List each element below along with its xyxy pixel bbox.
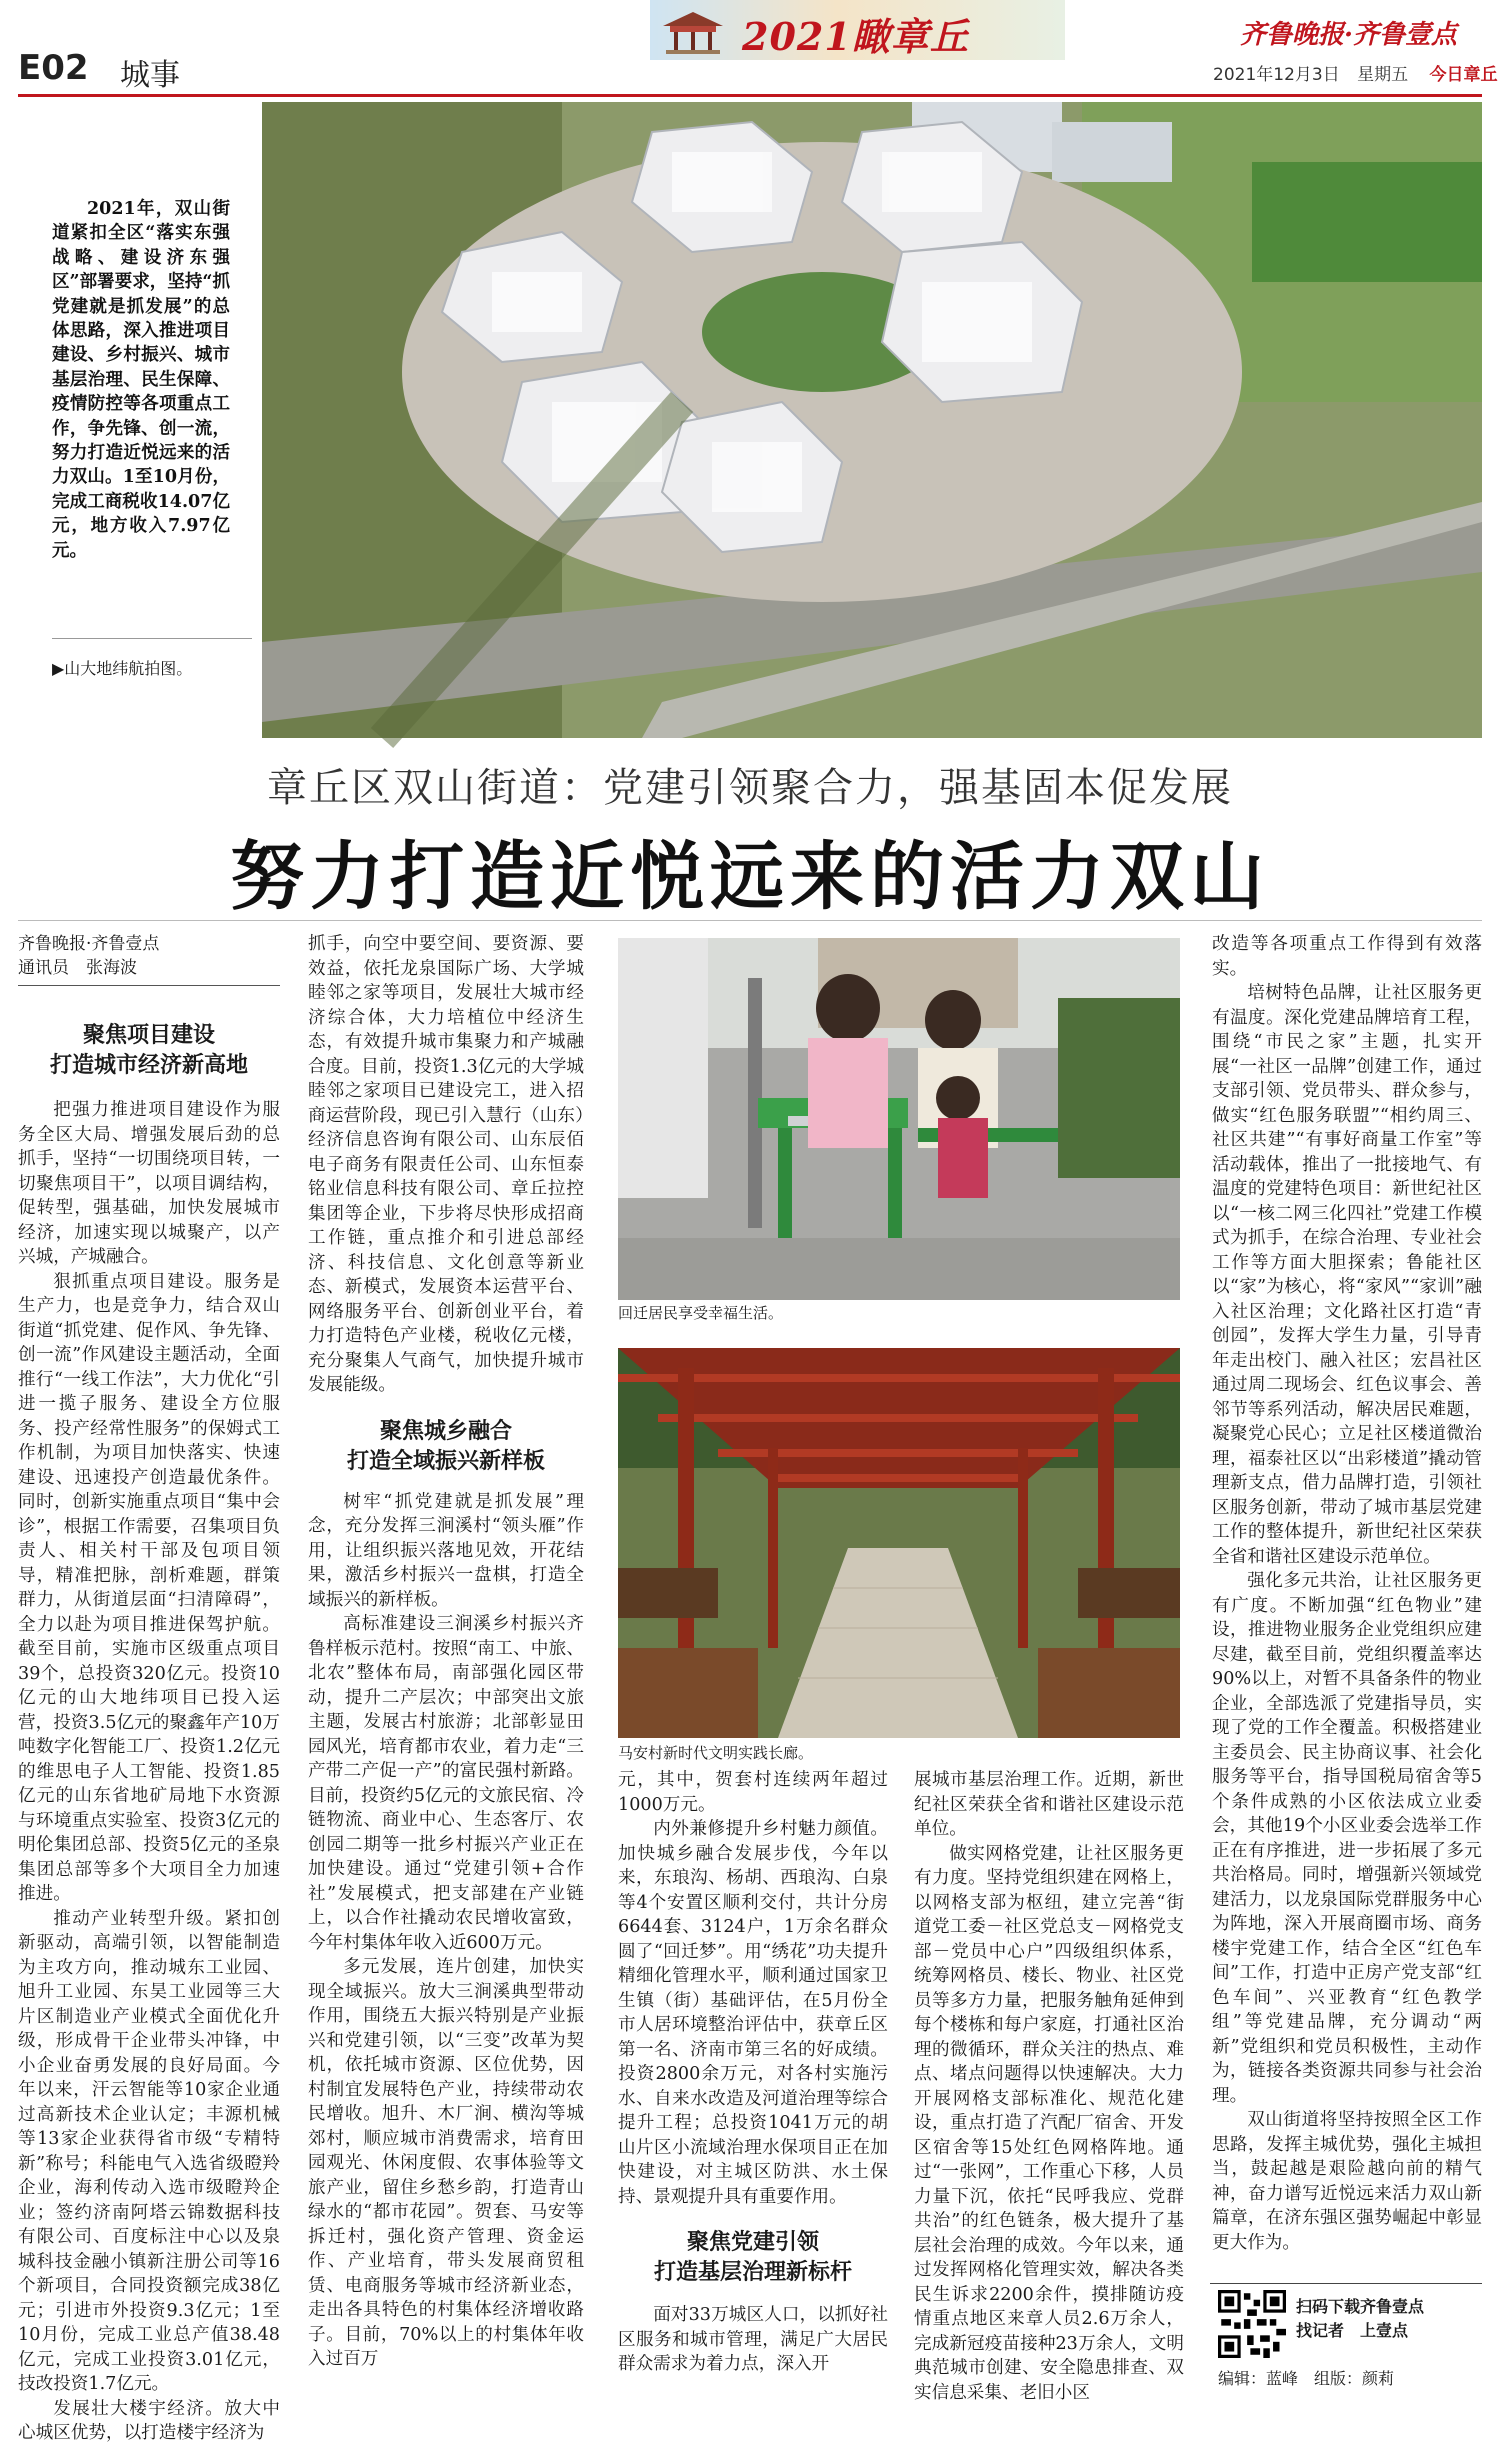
column-2-body-b [308,1490,584,2372]
paragraph: 高标准建设三涧溪乡村振兴齐鲁样板示范村。按照“南工、中旅、北农”整体布局，南部强化园区带动，提升二产层次；中部突出文旅主题，发展古村旅游；北部彰显田园风光，培育都市农业，着力走“三产带二产促一产”的富民强村新路。目前，投资约5亿元的文旅民宿、冷链物流、商业中心、生态客厅、农创园二期等一批乡村振兴产业正在加快建设。通过“党建引领+合作社”发展模式，把支部建在产业链上，以合作社撬动农民增收富致，今年村集体年收入近600万元。 [308,1614,584,1953]
aerial-campus-photo [262,102,1482,738]
photo3-caption: 马安村新时代文明实践长廊。 [618,1744,814,1762]
paragraph: 面对33万城区人口，以抓好社区服务和城市管理，满足广大居民群众需求为着力点，深入开 [618,2305,888,2374]
lead-intro: 2021年，双山街道紧扣全区“落实东强战略、建设济东强区”部署要求，坚持“抓党建就是抓发展”的总体思路，深入推进项目建设、乡村振兴、城市基层治理、民生保障、疫情防控等各项重点工作，争先锋、创一流，努力打造近悦远来的活力双山。1至10月份，完成工商税收14.07亿元，地方收入7.97亿元。 [52,199,230,561]
dateline [1213,60,1498,85]
byline [18,932,280,980]
paragraph: 培树特色品牌，让社区服务更有温度。深化党建品牌培育工程，围绕“市民之家”主题，扎实开展“一社区一品牌”创建工作，通过支部引领、党员带头、群众参与，做实“红色服务联盟”“相约周三、社区共建”“有事好商量工作室”等活动载体，推出了一批接地气、有温度的党建特色项目：新世纪社区以“一核二网三化四社”党建工作模式为抓手，在综合治理、专业社会工作等方面大胆探索；鲁能社区以“家”为核心，将“家风”“家训”融入社区治理；文化路社区打造“青创园”，发挥大学生力量，引导青年走出校门、融入社区；宏昌社区通过周二现场会、红色议事会、善邻节等系列活动，解决居民难题，凝聚党心民心；立足社区楼道微治理，福泰社区以“出彩楼道”撬动管理新支点，借力品牌打造，引领社区服务创新，带动了城市基层党建工作的整体提升，新世纪社区荣获全省和谐社区建设示范单位。 [1212,983,1482,1567]
section-heading-2: 聚焦城乡融合 打造全域振兴新样板 [346,1417,545,1474]
column-2 [308,932,584,2372]
paragraph: 树牢“抓党建就是抓发展”理念，充分发挥三涧溪村“领头雁”作用，让组织振兴落地见效，开花结果，激活乡村振兴一盘棋，打造全域振兴的新样板。 [308,1491,584,1610]
column-4-body [914,1768,1184,2405]
paragraph: 把强力推进项目建设作为服务全区大局、增强发展后劲的总抓手，坚持“一切围绕项目转，一切聚焦项目干”，以项目调结构，促转型，强基础，加快发展城市经济，加速实现以城聚产，以产兴城，产城融合。 [18,1100,280,1267]
column-5-body [1212,932,1482,2255]
caption-rule [52,638,252,639]
page-number: E02 [18,48,89,88]
article-headline: 努力打造近悦远来的活力双山 [230,834,1270,920]
paragraph: 双山街道将坚持按照全区工作思路，发挥主城优势，强化主城担当，鼓起越是艰险越向前的精气神，奋力谱写近悦远来活力双山新篇章，在济东强区强势崛起中彰显更大作为。 [1212,2110,1482,2253]
paragraph: 改造等各项重点工作得到有效落实。 [1212,934,1482,979]
pergola-corridor-photo [618,1348,1180,1738]
edition-name: 今日章丘 [1429,65,1498,85]
residents-exercise-photo [618,938,1180,1300]
column-1-body [18,1098,280,2446]
qr-promo: 扫码下载齐鲁壹点 找记者 上壹点 [1296,2297,1425,2340]
byline-rule [18,985,280,986]
column-2-body-a [308,932,584,1398]
column-3 [618,1768,888,2377]
column-1 [18,1020,280,2446]
pavilion-icon [658,6,728,56]
main-photo-caption: ▶山大地纬航拍图。 [52,659,193,678]
newspaper-brand: 齐鲁晚报·齐鲁壹点 [1240,20,1458,50]
paragraph: 展城市基层治理工作。近期，新世纪社区荣获全省和谐社区建设示范单位。 [914,1770,1184,1839]
photo2-caption: 回迁居民享受幸福生活。 [618,1304,784,1322]
editor-credits: 编辑：蓝峰 组版：颜莉 [1218,2369,1395,2388]
issue-date: 2021年12月3日 [1213,65,1340,85]
banner-title: 2021瞰章丘 [742,14,969,59]
paragraph: 多元发展，连片创建，加快实现全域振兴。放大三涧溪典型带动作用，围绕五大振兴特别是产业振兴和党建引领，以“三变”改革为契机，依托城市资源、区位优势，因村制宜发展特色产业，持续带动农民增收。旭升、木厂涧、横沟等城郊村，顺应城市消费需求，培育田园观光、休闲度假、农事体验等文旅产业，留住乡愁乡韵，打造青山绿水的“都市花园”。贺套、马安等拆迁村，强化资产管理、资金运作、产业培育，带头发展商贸租赁、电商服务等城市经济新业态，走出各具特色的村集体经济增收路子。目前，70%以上的村集体年收入过百万 [308,1957,584,2369]
byline-reporter: 通讯员 张海波 [18,958,137,978]
paragraph: 推动产业转型升级。紧扣创新驱动，高端引领，以智能制造为主攻方向，推动城东工业园、旭升工业园、东昊工业园等三大片区制造业产业模式全面优化升级，形成骨干企业带头冲锋，中小企业奋勇发展的良好局面。今年以来，汗云智能等10家企业通过高新技术企业认定；丰源机械等13家企业获得省市级“专精特新”称号；科能电气入选省级瞪羚企业，海利传动入选市级瞪羚企业；签约济南阿塔云锦数据科技有限公司、百度标注中心以及泉城科技金融小镇新注册公司等16个新项目，合同投资额完成38亿元；引进市外投资9.3亿元；1至10月份，完成工业总产值38.48亿元，完成工业投资3.01亿元，技改投资1.7亿元。 [18,1908,280,2394]
masthead-banner [650,0,1065,60]
column-3-body-a [618,1768,888,2209]
qr-code-icon[interactable] [1218,2290,1286,2358]
section-heading-1: 聚焦项目建设 打造城市经济新高地 [49,1022,248,1078]
paragraph: 强化多元共治，让社区服务更有广度。不断加强“红色物业”建设，推进物业服务企业党组织应建尽建，截至目前，党组织覆盖率达90%以上，对暂不具备条件的物业企业，全部选派了党建指导员，实现了党的工作全覆盖。积极搭建业主委员会、民主协商议事、社会化服务等平台，指导国税局宿舍等5个条件成熟的小区依法成立业委会，其他19个小区业委会选举工作正在有序推进，进一步拓展了多元共治格局。同时，增强新兴领域党建活力，以龙泉国际党群服务中心为阵地，深入开展商圈市场、商务楼宇党建工作，结合全区“红色车间”工作，打造中正房产党支部“红色车间”、兴亚教育“红色教学组”等党建品牌，充分调动“两新”党组织和党员积极性，主动作为，链接各类资源共同参与社会治理。 [1212,1571,1482,2106]
paragraph: 抓手，向空中要空间、要资源、要效益，依托龙泉国际广场、大学城睦邻之家等项目，发展壮大城市经济综合体，大力培植位中经济生态，有效提升城市集聚力和产城融合度。目前，投资1.3亿元的大学城睦邻之家项目已建设完工，进入招商运营阶段，现已引入慧行（山东）经济信息咨询有限公司、山东辰佰电子商务有限责任公司、山东恒泰铭业信息科技有限公司、章丘拉控集团等企业，下步将尽快形成招商工作链，重点推介和引进总部经济、科技信息、文化创意等新业态、新模式，发展资本运营平台、网络服务平台、创新创业平台，着力打造特色产业楼，税收亿元楼，充分聚集人气商气，加快提升城市发展能级。 [308,934,584,1395]
section-heading-3: 聚焦党建引领 打造基层治理新标杆 [653,2229,852,2285]
byline-outlet: 齐鲁晚报·齐鲁壹点 [18,934,160,954]
paragraph: 内外兼修提升乡村魅力颜值。加快城乡融合发展步伐，今年以来，东琅沟、杨胡、西琅沟、白泉等4个安置区顺利交付，共计分房6644套、3124户，1万余名群众圆了“回迁梦”。用“绣花”功夫提升精细化管理水平，顺利通过国家卫生镇（街）基础评估，在5月份全市人居环境整治评估中，获章丘区第一名、济南市第三名的好成绩。投资2800余万元，对各村实施污水、自来水改造及河道治理等综合提升工程；总投资1041万元的胡山片区小流域治理水保项目正在加快建设，对主城区防洪、水土保持、景观提升具有重要作用。 [618,1819,888,2207]
section-label: 城事 [120,58,180,93]
issue-weekday: 星期五 [1357,65,1409,85]
headline-rule [18,920,1482,921]
paragraph: 狠抓重点项目建设。服务是生产力，也是竞争力，结合双山街道“抓党建、促作风、争先锋、创一流”作风建设主题活动，全面推行“一线工作法”，大力优化“引进一揽子服务、建设全方位服务、投产经常性服务”的保姆式工作机制，为项目加快落实、快速建设、迅速投产创造最优条件。同时，创新实施重点项目“集中会诊”，根据工作需要，召集项目负责人、相关村干部及包项目领导，精准把脉，剖析难题，群策群力，从街道层面“扫清障碍”，全力以赴为项目推进保驾护航。截至目前，实施市区级重点项目39个，总投资320亿元。投资10亿元的山大地纬项目已投入运营，投资3.5亿元的聚鑫年产10万吨数字化智能工厂、投资1.2亿元的维思电子人工智能、投资1.85亿元的山东省地矿局地下水资源与环境重点实验室、投资3亿元的明伦集团总部、投资5亿元的圣泉集团总部等多个大项目全力加速推进。 [18,1271,280,1904]
paragraph: 元，其中，贺套村连续两年超过1000万元。 [618,1770,888,1815]
column-5 [1212,932,1482,2255]
paragraph: 做实网格党建，让社区服务更有力度。坚持党组织建在网格上，以网格支部为枢纽，建立完善“街道党工委－社区党总支－网格党支部－党员中心户”四级组织体系，统筹网格员、楼长、物业、社区党员等多方力量，把服务触角延伸到每个楼栋和每户家庭，打通社区治理的微循环，群众关注的热点、难点、堵点问题得以快速解决。大力开展网格支部标准化、规范化建设，重点打造了汽配厂宿舍、开发区宿舍等15处红色网格阵地。通过“一张网”，工作重心下移，人员力量下沉，依托“民呼我应、党群共治”的红色链条，极大提升了基层社会治理的成效。今年以来，通过发挥网格化管理实效，解决各类民生诉求2200余件，摸排随访疫情重点地区来章人员2.6万余人，完成新冠疫苗接种23万余人，文明典范城市创建、安全隐患排查、双实信息采集、老旧小区 [914,1843,1184,2403]
paragraph: 发展壮大楼宇经济。放大中心城区优势，以打造楼宇经济为 [18,2398,280,2443]
column-3-body-b [618,2303,888,2377]
header-rule [18,94,1482,97]
column-4 [914,1768,1184,2405]
article-subtitle: 章丘区双山街道：党建引领聚合力，强基固本促发展 [267,765,1233,811]
footer-rule [1210,2283,1482,2284]
